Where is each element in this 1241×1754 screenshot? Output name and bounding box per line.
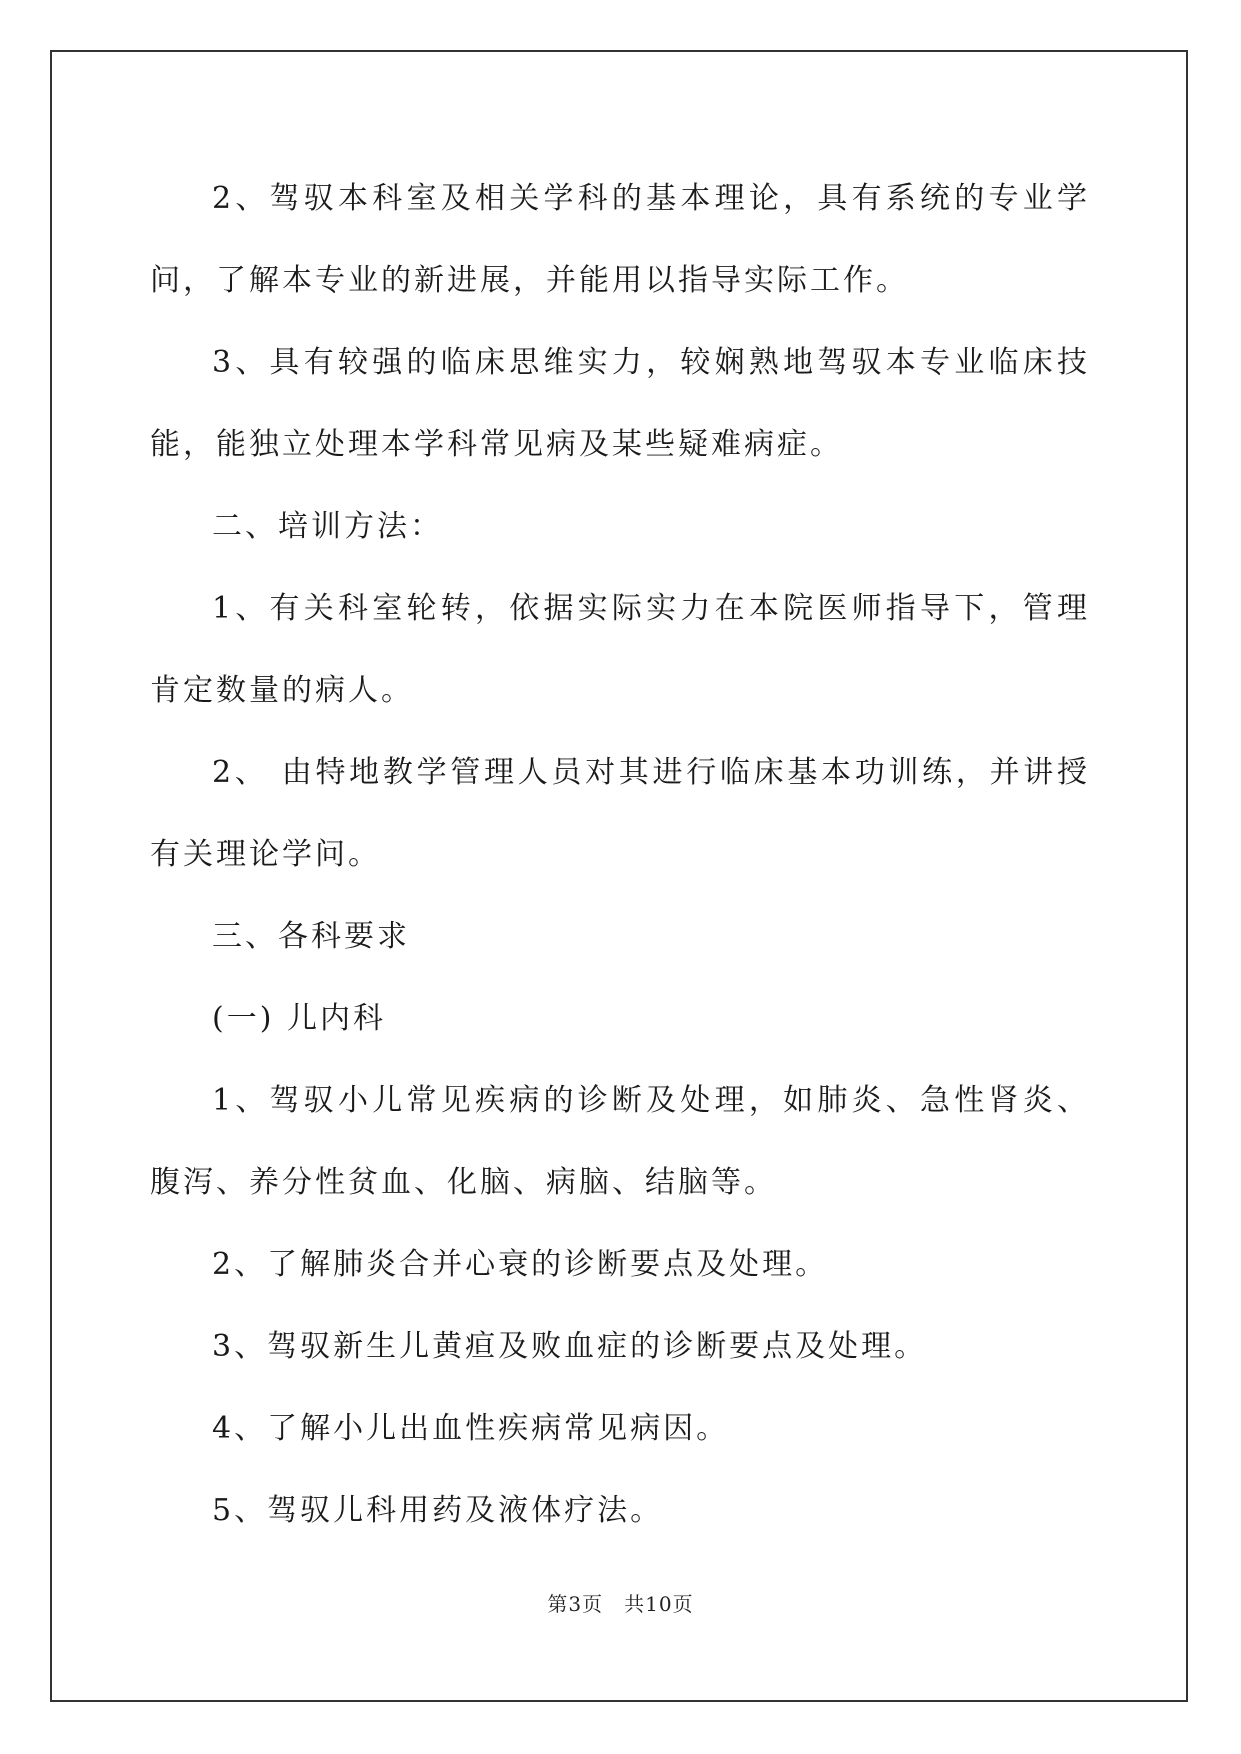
page-footer: 第3页 共10页	[547, 1592, 694, 1616]
paragraph: 3、具有较强的临床思维实力，较娴熟地驾驭本专业临床技能，能独立处理本学科常见病及某些疑难病症。	[150, 345, 1090, 462]
paragraph: 1、有关科室轮转，依据实际实力在本院医师指导下，管理肯定数量的病人。	[150, 591, 1090, 708]
paragraph: 2、驾驭本科室及相关学科的基本理论，具有系统的专业学问，了解本专业的新进展，并能用以指导实际工作。	[150, 181, 1090, 298]
document-body	[150, 158, 1090, 1552]
section-heading: 二、培训方法：	[212, 509, 443, 544]
subsection-heading: (一) 儿内科	[212, 1001, 386, 1036]
paragraph: 2、 由特地教学管理人员对其进行临床基本功训练，并讲授有关理论学问。	[150, 755, 1090, 872]
paragraph: 5、驾驭儿科用药及液体疗法。	[212, 1493, 664, 1528]
section-heading: 三、各科要求	[212, 919, 410, 954]
paragraph: 4、了解小儿出血性疾病常见病因。	[212, 1411, 730, 1446]
paragraph: 2、了解肺炎合并心衰的诊断要点及处理。	[212, 1247, 829, 1282]
paragraph: 1、驾驭小儿常见疾病的诊断及处理，如肺炎、急性肾炎、腹泻、养分性贫血、化脑、病脑、结脑等。	[150, 1083, 1090, 1200]
paragraph: 3、驾驭新生儿黄疸及败血症的诊断要点及处理。	[212, 1329, 928, 1364]
